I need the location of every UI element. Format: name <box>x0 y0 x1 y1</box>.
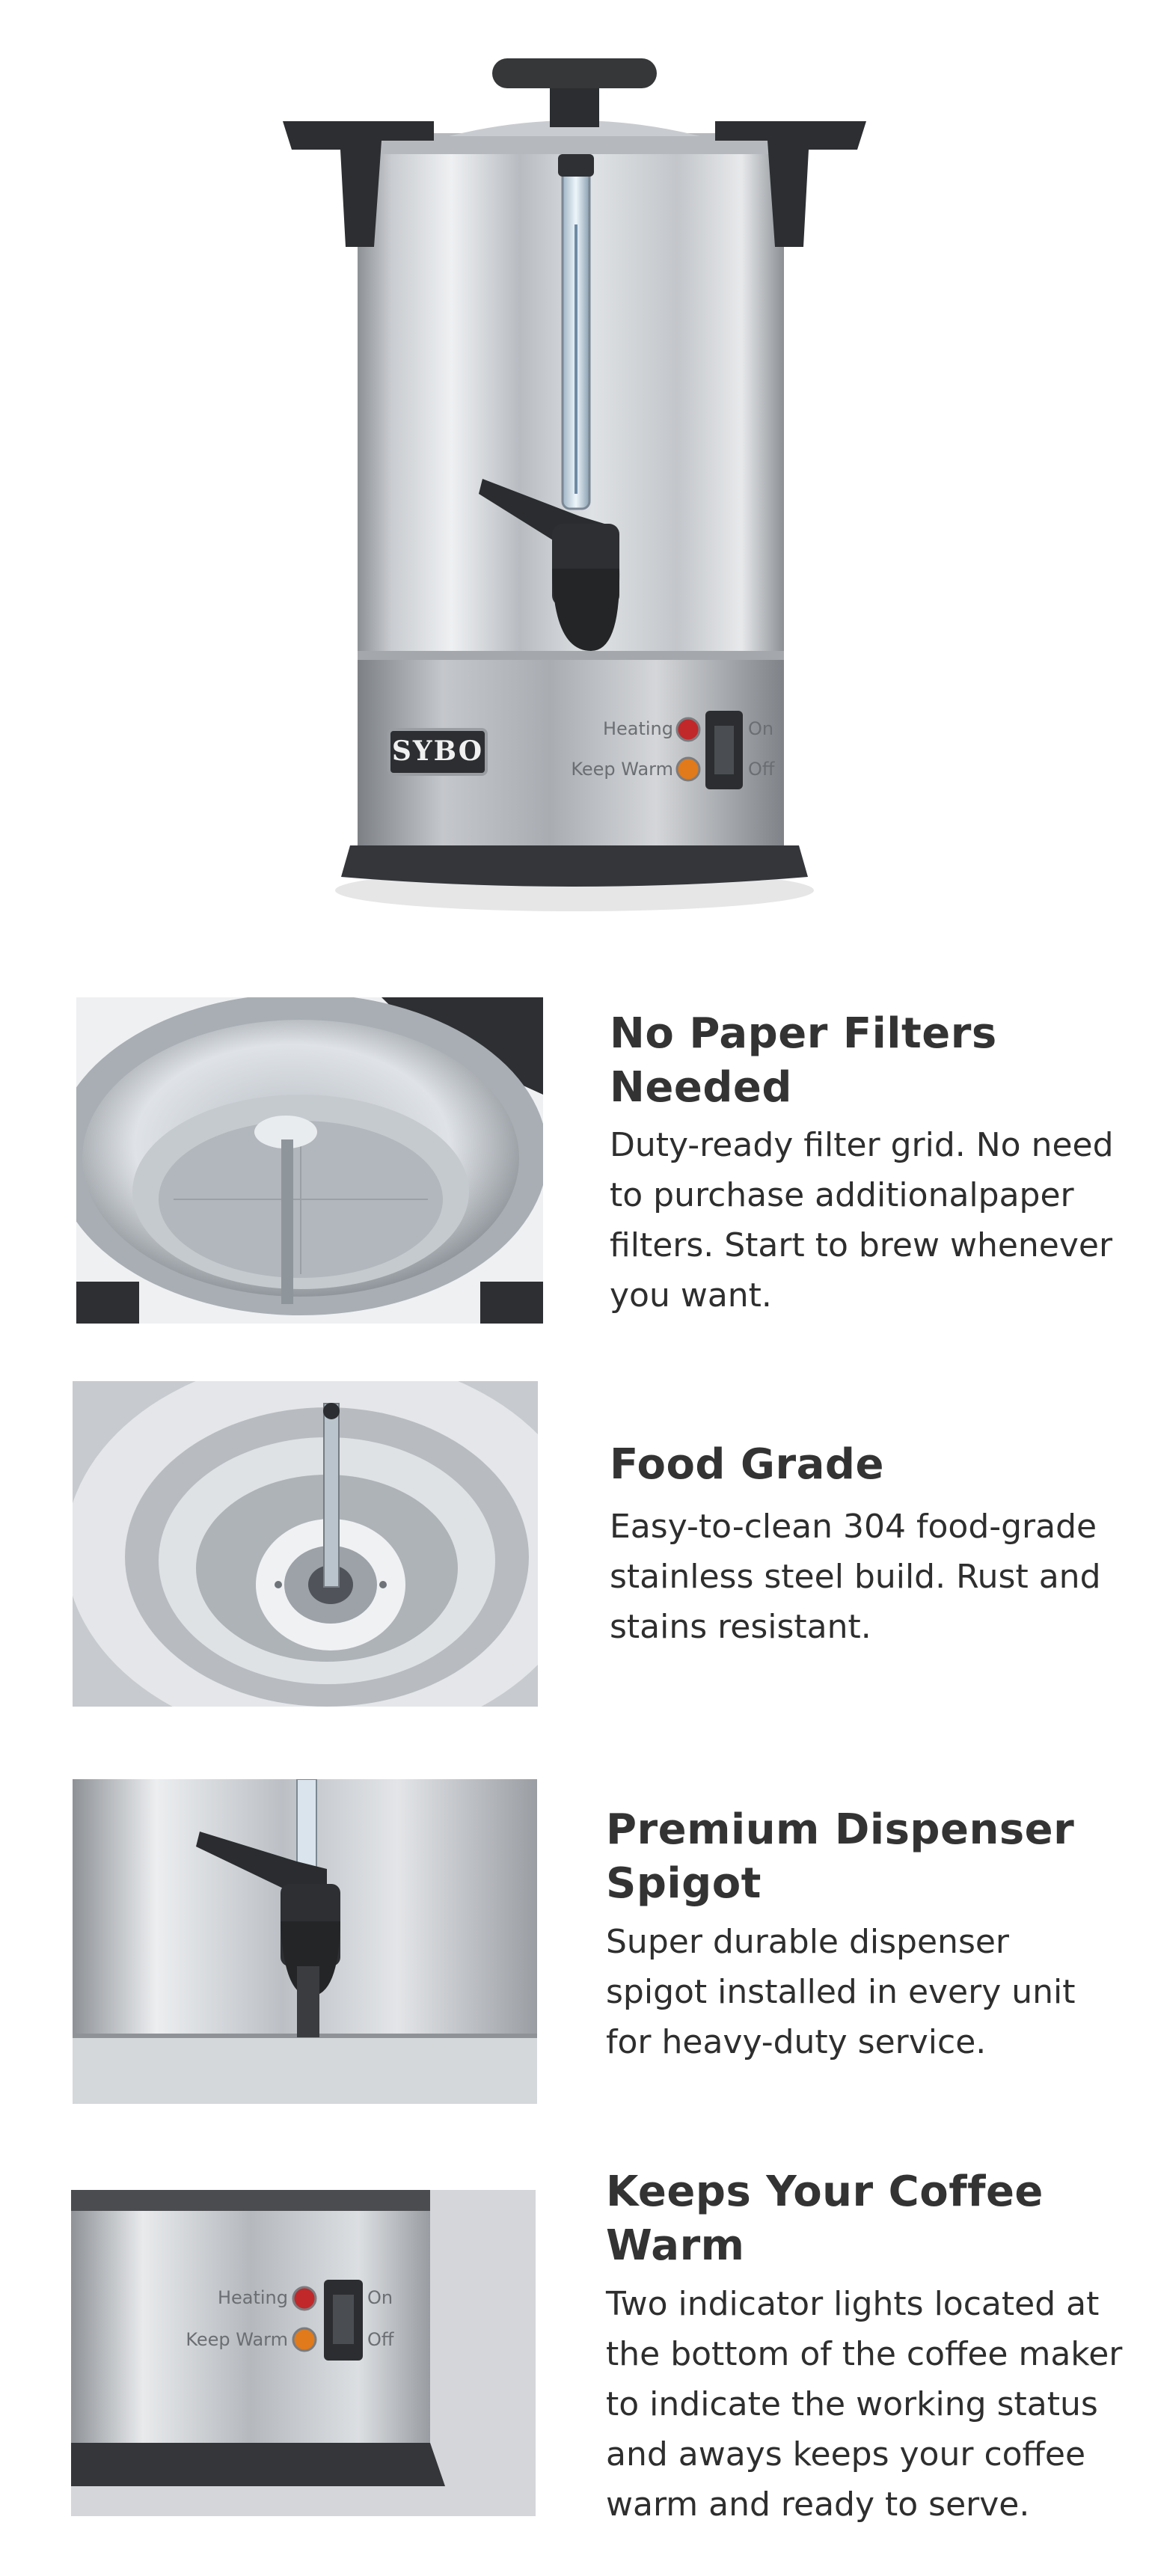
heating-label: Heating <box>602 718 673 739</box>
feature-1-title: No Paper Filters Needed <box>610 1009 997 1112</box>
photo-on-label: On <box>367 2287 393 2308</box>
photo-off-label: Off <box>367 2329 394 2350</box>
on-label: On <box>748 718 774 739</box>
feature-3-body: Super durable dispenser spigot installed in every unit for heavy-duty service. <box>606 1923 1076 2061</box>
feature-2-title: Food Grade <box>610 1440 884 1489</box>
filter-basket-photo <box>76 997 543 1324</box>
feature-1-body: Duty-ready filter grid. No need to purchase additionalpaper filters. Start to brew whenever you want. <box>610 1126 1114 1315</box>
photo-heating-label: Heating <box>217 2287 288 2308</box>
photo-keep-warm-label: Keep Warm <box>186 2329 288 2350</box>
indicator-lights-photo <box>71 2190 536 2516</box>
feature-2-body: Easy-to-clean 304 food-grade stainless steel build. Rust and stains resistant. <box>610 1508 1101 1646</box>
lid-top-photo <box>73 1381 538 1707</box>
keep-warm-label: Keep Warm <box>571 759 673 780</box>
coffee-urn-image <box>0 0 1149 943</box>
feature-4-title: Keeps Your Coffee Warm <box>606 2167 1044 2270</box>
dispenser-spigot-photo <box>73 1779 537 2104</box>
feature-4-body: Two indicator lights located at the bottom of the coffee maker to indicate the working status and aways keeps your coffee warm and ready to serve. <box>606 2285 1123 2524</box>
off-label: Off <box>748 759 775 780</box>
brand-logo: SYBO <box>391 735 484 767</box>
feature-3-title: Premium Dispenser Spigot <box>606 1805 1075 1908</box>
